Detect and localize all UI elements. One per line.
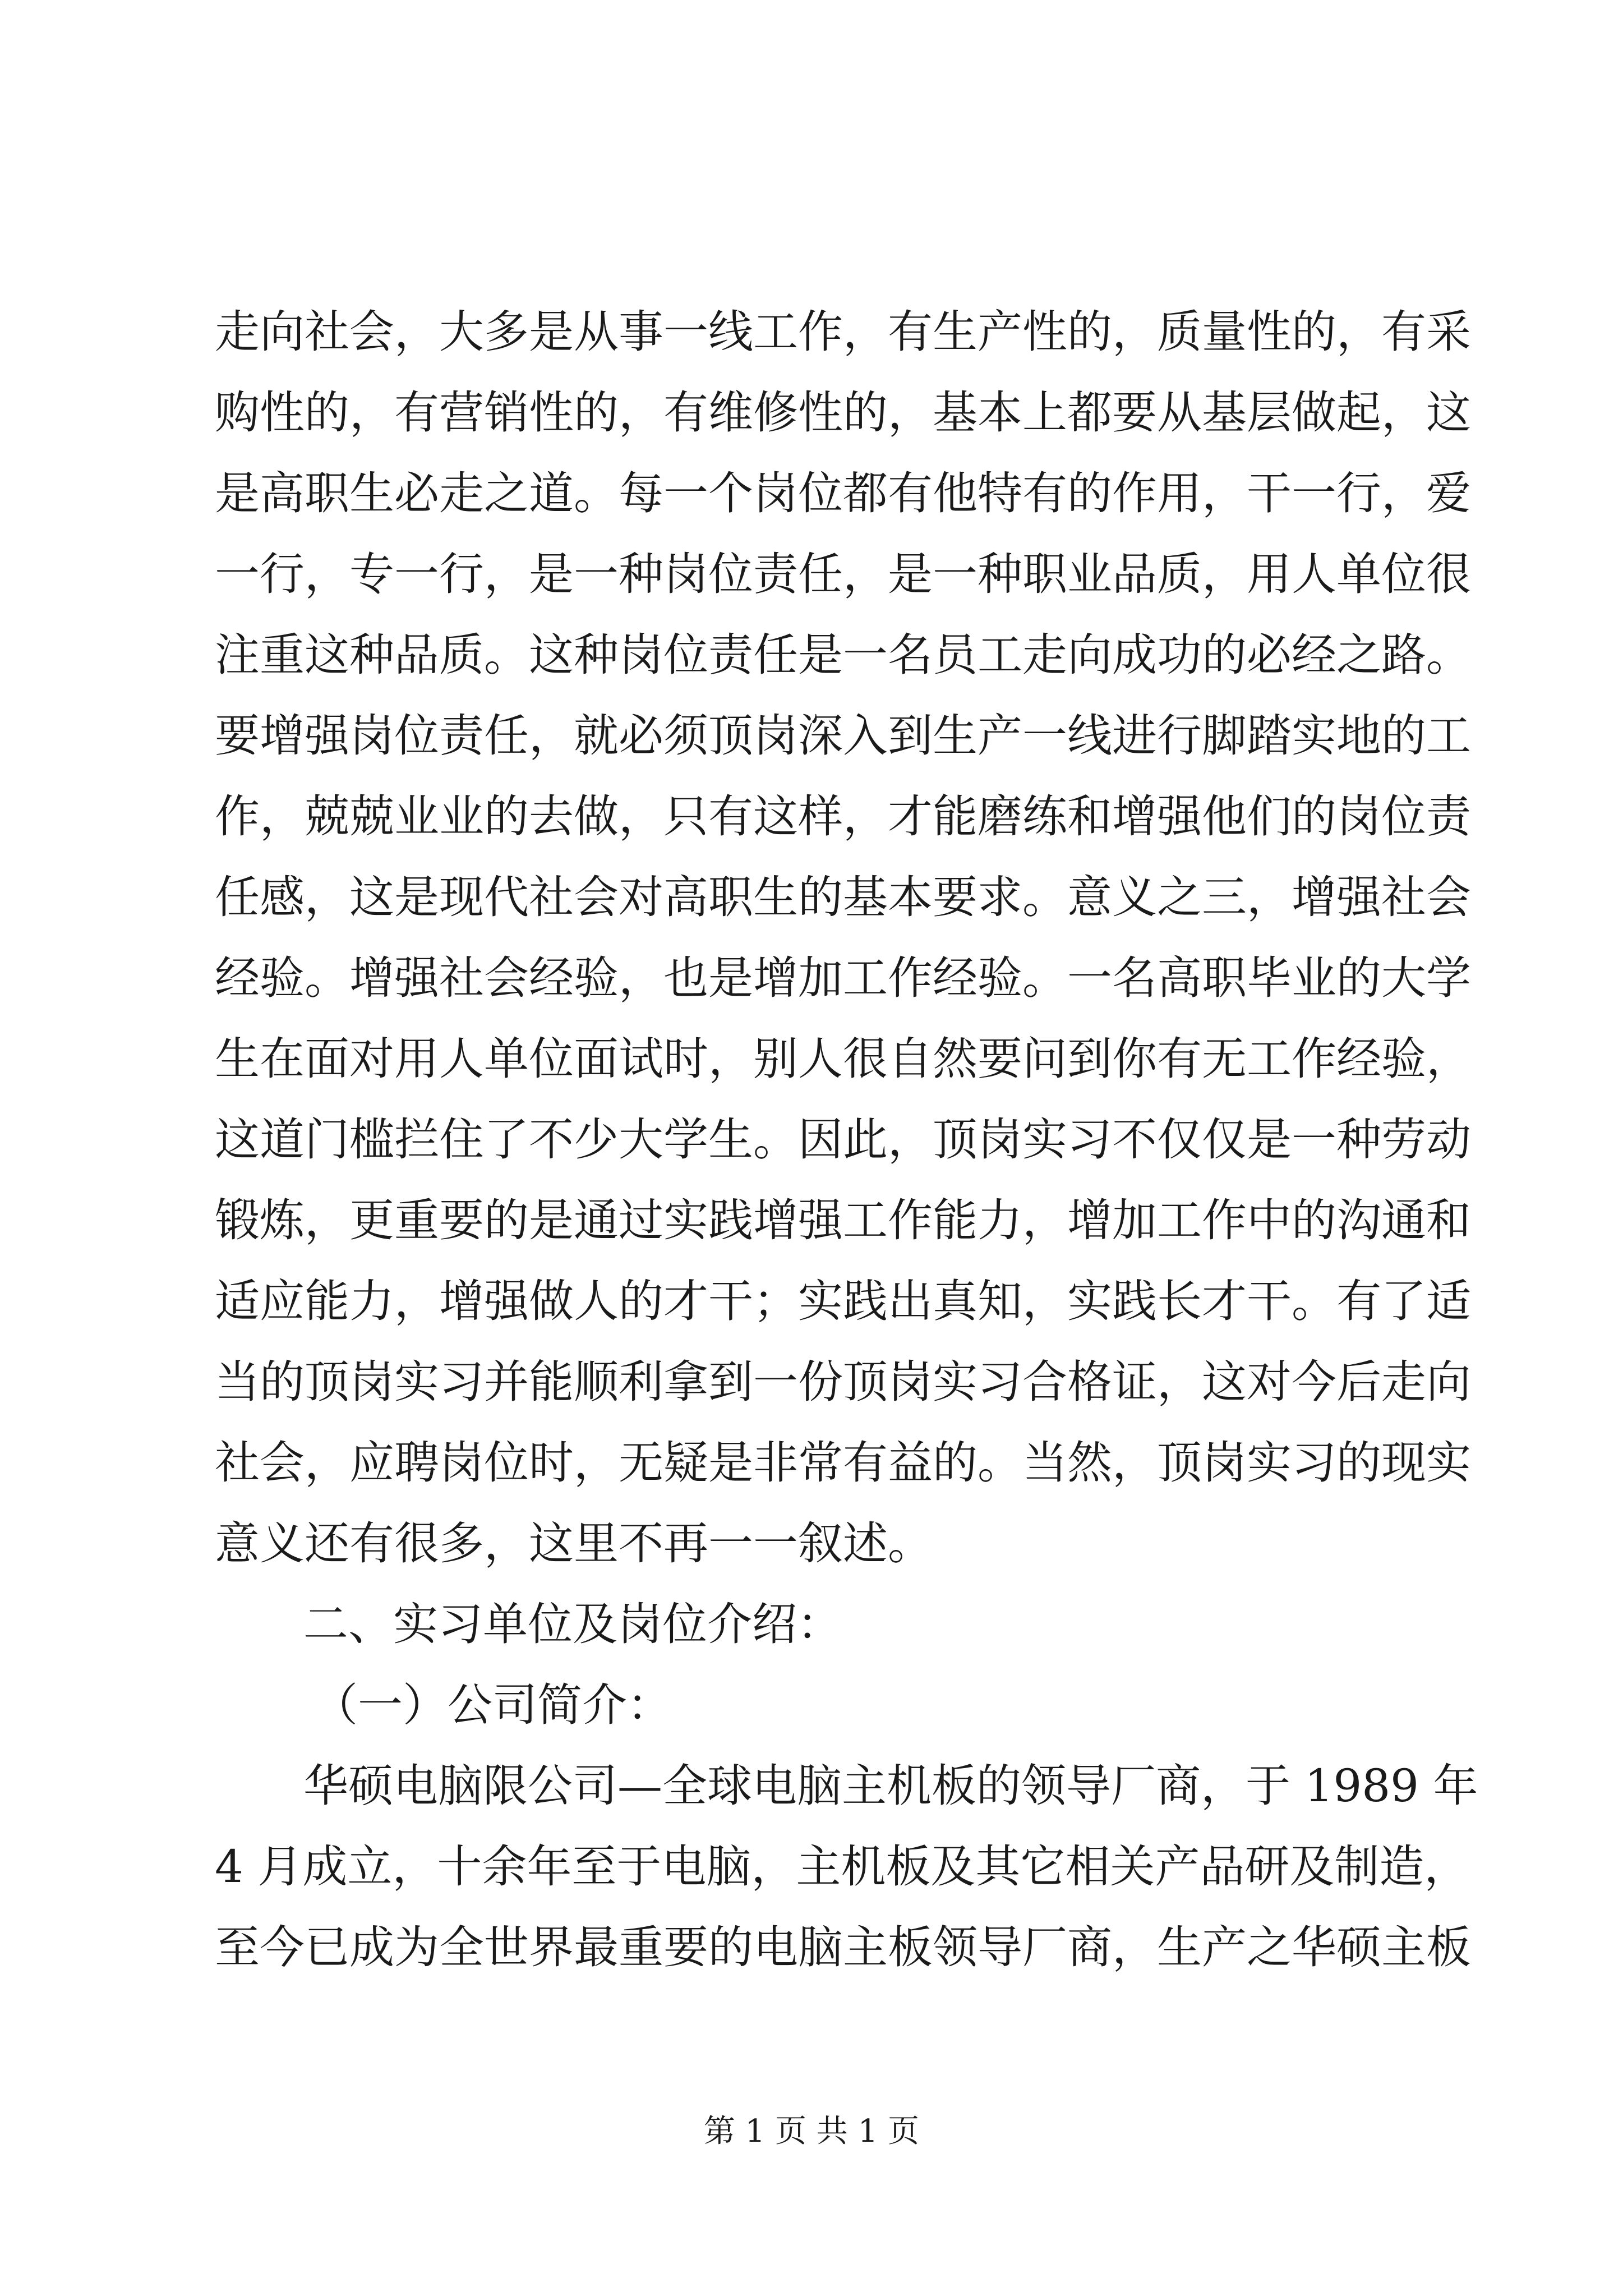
company-intro-line: 4 月成立，十余年至于电脑，主机板及其它相关产品研及制造，	[215, 1841, 1469, 1893]
page-footer	[0, 2109, 1623, 2154]
paragraph-line: 锻炼，更重要的是通过实践增强工作能力，增加工作中的沟通和	[215, 1194, 1471, 1246]
paragraph-line: 意义还有很多，这里不再一一叙述。	[215, 1517, 933, 1570]
paragraph-line: 注重这种品质。这种岗位责任是一名员工走向成功的必经之路。	[215, 629, 1471, 681]
paragraph-line: 购性的，有营销性的，有维修性的，基本上都要从基层做起，这	[215, 386, 1471, 439]
company-intro-line: 华硕电脑限公司—全球电脑主机板的领导厂商，于 1989 年	[303, 1760, 1478, 1812]
document-body	[215, 292, 1478, 1988]
paragraph-line: 经验。增强社会经验，也是增加工作经验。一名高职毕业的大学	[215, 952, 1471, 1004]
paragraph-line: 社会，应聘岗位时，无疑是非常有益的。当然，顶岗实习的现实	[215, 1437, 1471, 1489]
paragraph-line: 生在面对用人单位面试时，别人很自然要问到你有无工作经验，	[215, 1033, 1471, 1085]
paragraph-line: 要增强岗位责任，就必须顶岗深入到生产一线进行脚踏实地的工	[215, 710, 1471, 762]
paragraph-line: 作，兢兢业业的去做，只有这样，才能磨练和增强他们的岗位责	[215, 790, 1471, 843]
page-number-label: 第 1 页 共 1 页	[703, 2113, 920, 2150]
paragraph-line: 当的顶岗实习并能顺利拿到一份顶岗实习合格证，这对今后走向	[215, 1356, 1471, 1408]
subsection-heading: （一）公司简介：	[313, 1679, 672, 1731]
paragraph-line: 这道门槛拦住了不少大学生。因此，顶岗实习不仅仅是一种劳动	[215, 1114, 1471, 1166]
company-intro-line: 至今已成为全世界最重要的电脑主板领导厂商，生产之华硕主板	[215, 1921, 1471, 1973]
paragraph-line: 适应能力，增强做人的才干；实践出真知，实践长才干。有了适	[215, 1275, 1471, 1327]
paragraph-line: 是高职生必走之道。每一个岗位都有他特有的作用，干一行，爱	[215, 467, 1471, 519]
paragraph-line: 一行，专一行，是一种岗位责任，是一种职业品质，用人单位很	[215, 548, 1471, 600]
paragraph-line: 走向社会，大多是从事一线工作，有生产性的，质量性的，有采	[215, 306, 1471, 358]
section-heading: 二、实习单位及岗位介绍：	[303, 1598, 842, 1650]
paragraph-line: 任感，这是现代社会对高职生的基本要求。意义之三，增强社会	[215, 871, 1471, 923]
